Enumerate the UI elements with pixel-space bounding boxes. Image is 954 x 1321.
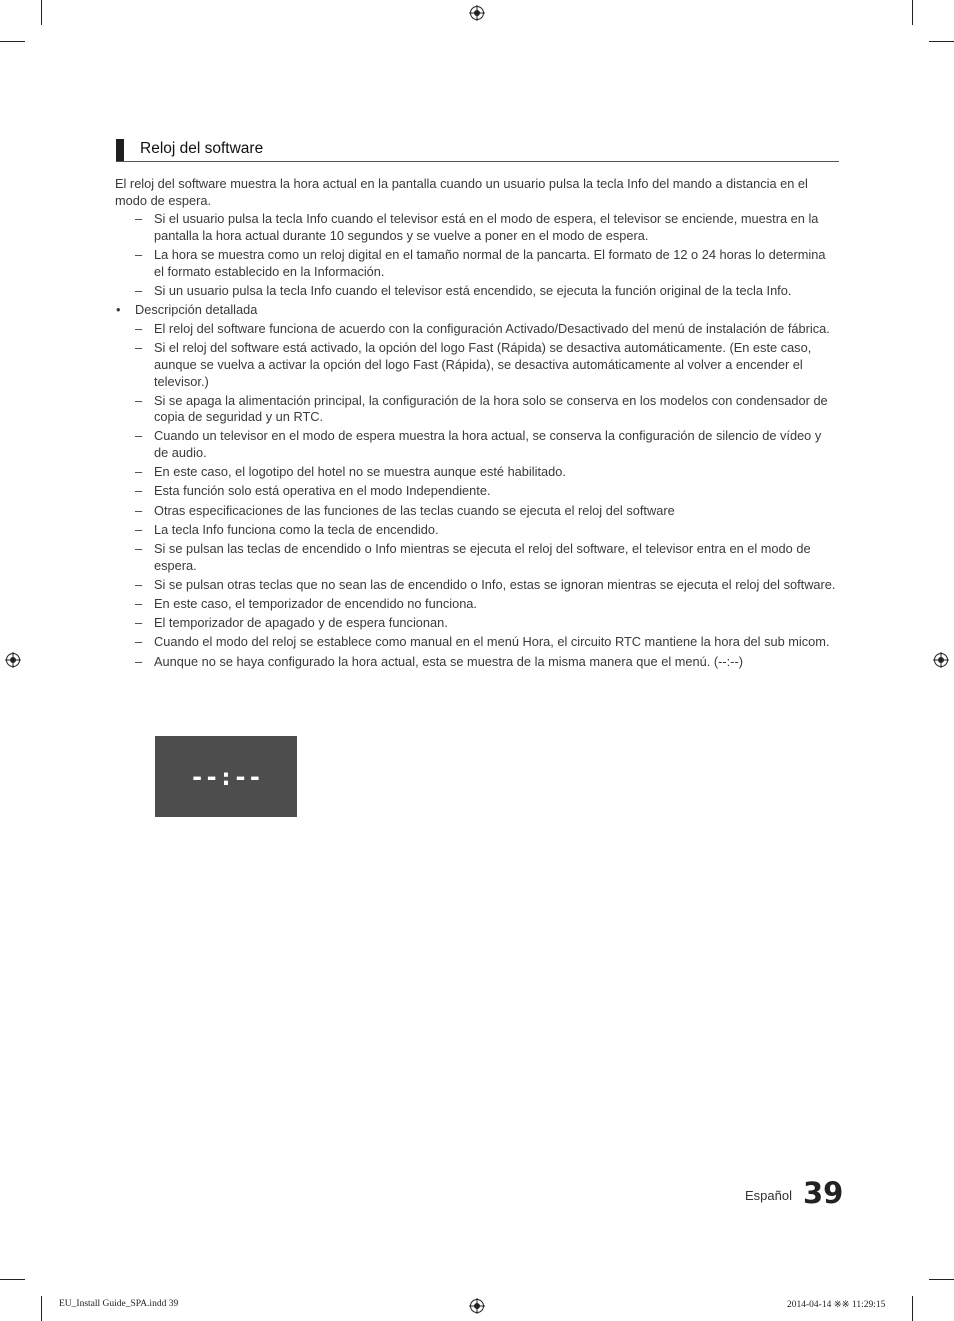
dash-mark: – xyxy=(135,211,143,227)
dash-mark: – xyxy=(135,653,143,669)
slug-timestamp: 2014-04-14 ※※ 11:29:15 xyxy=(787,1300,886,1310)
list-item-text: Si el reloj del software está activado, la opción del logo Fast (Rápida) se desactiva automáticamente. (En este caso, aunque se vuelva a activar la opción del logo Fast (Rápida), se desactiva automáticamente al volver a encender el televisor.) xyxy=(154,340,812,389)
dash-mark: – xyxy=(135,321,143,337)
page-number: 39 xyxy=(803,1176,844,1210)
list-item xyxy=(115,634,837,651)
list-item xyxy=(115,577,837,594)
dash-mark: – xyxy=(135,282,143,298)
list-item-text: El temporizador de apagado y de espera funcionan. xyxy=(154,615,448,631)
slug-file: EU_Install Guide_SPA.indd 39 xyxy=(59,1299,179,1309)
dash-mark: – xyxy=(135,483,143,499)
list-item xyxy=(115,393,837,426)
crop-mark xyxy=(929,41,954,42)
registration-mark-icon xyxy=(933,652,949,668)
registration-mark-icon xyxy=(469,5,485,21)
list-item-text: En este caso, el temporizador de encendido no funciona. xyxy=(154,595,477,611)
list-item-text: Aunque no se haya configurado la hora actual, esta se muestra de la misma manera que el menú. (--:--) xyxy=(154,653,743,669)
dash-mark: – xyxy=(135,246,143,262)
list-item-text: La hora se muestra como un reloj digital en el tamaño normal de la pancarta. El formato de 12 o 24 horas lo determina el formato establecido en la Información. xyxy=(154,246,826,279)
crop-mark xyxy=(0,41,25,42)
list-item xyxy=(115,211,837,244)
bullet-text: Descripción detallada xyxy=(135,301,258,317)
list-item-text: Cuando un televisor en el modo de espera muestra la hora actual, se conserva la configuración de silencio de vídeo y de audio. xyxy=(154,428,822,461)
dash-mark: – xyxy=(135,340,143,356)
list-item xyxy=(115,464,837,481)
crop-mark xyxy=(41,0,42,25)
footer-language: Español xyxy=(745,1188,792,1203)
dash-mark: – xyxy=(135,464,143,480)
list-item xyxy=(115,596,837,613)
list-item xyxy=(115,615,837,632)
section-title: Reloj del software xyxy=(140,140,264,157)
list-item-text: Otras especificaciones de las funciones de las teclas cuando se ejecuta el reloj del software xyxy=(154,502,675,518)
registration-mark-icon xyxy=(469,1298,485,1314)
list-item-text: Cuando el modo del reloj se establece como manual en el menú Hora, el circuito RTC mantiene la hora del sub micom. xyxy=(154,634,830,650)
section-divider xyxy=(116,161,839,162)
dash-mark: – xyxy=(135,428,143,444)
list-item xyxy=(115,321,837,338)
bullet-item xyxy=(115,302,837,319)
list-item xyxy=(115,283,837,300)
list-item-text: Esta función solo está operativa en el modo Independiente. xyxy=(154,483,491,499)
clock-display-text: --:-- xyxy=(189,762,263,791)
list-item-text: Si un usuario pulsa la tecla Info cuando el televisor está encendido, se ejecuta la función original de la tecla Info. xyxy=(154,282,792,298)
crop-mark xyxy=(912,0,913,25)
list-item-text: Si se pulsan otras teclas que no sean las de encendido o Info, estas se ignoran mientras se ejecuta el reloj del software. xyxy=(154,576,836,592)
dash-mark: – xyxy=(135,521,143,537)
list-item xyxy=(115,654,837,671)
bullet-mark: • xyxy=(116,301,121,317)
list-item xyxy=(115,483,837,500)
list-item xyxy=(115,428,837,461)
list-item xyxy=(115,541,837,574)
list-item-text: La tecla Info funciona como la tecla de encendido. xyxy=(154,521,439,537)
section-marker xyxy=(116,139,124,162)
list-item-text: El reloj del software funciona de acuerdo con la configuración Activado/Desactivado del menú de instalación de fábrica. xyxy=(154,321,830,337)
intro-paragraph: El reloj del software muestra la hora actual en la pantalla cuando un usuario pulsa la tecla Info del mando a distancia en el modo de espera. xyxy=(115,176,808,208)
dash-mark: – xyxy=(135,502,143,518)
dash-mark: – xyxy=(135,392,143,408)
crop-mark xyxy=(41,1296,42,1321)
registration-mark-icon xyxy=(5,652,21,668)
list-item-text: Si se apaga la alimentación principal, la configuración de la hora solo se conserva en los modelos con condensador de copia de seguridad y un RTC. xyxy=(154,392,828,425)
dash-mark: – xyxy=(135,595,143,611)
list-item-text: En este caso, el logotipo del hotel no se muestra aunque esté habilitado. xyxy=(154,464,566,480)
clock-display xyxy=(155,736,297,817)
crop-mark xyxy=(912,1296,913,1321)
list-item xyxy=(115,247,837,280)
list-item-text: Si el usuario pulsa la tecla Info cuando el televisor está en el modo de espera, el televisor se enciende, muestra en la pantalla la hora actual durante 10 segundos y se vuelve a poner en el modo de espera. xyxy=(154,211,819,243)
dash-mark: – xyxy=(135,541,143,556)
list-item xyxy=(115,522,837,539)
list-item-text: Si se pulsan las teclas de encendido o Info mientras se ejecuta el reloj del software, el televisor entra en el modo de espera. xyxy=(154,541,811,573)
crop-mark xyxy=(929,1279,954,1280)
dash-mark: – xyxy=(135,576,143,592)
dash-mark: – xyxy=(135,615,143,631)
crop-mark xyxy=(0,1279,25,1280)
list-item xyxy=(115,340,837,390)
dash-mark: – xyxy=(135,634,143,650)
list-item xyxy=(115,503,837,520)
content xyxy=(115,176,837,673)
